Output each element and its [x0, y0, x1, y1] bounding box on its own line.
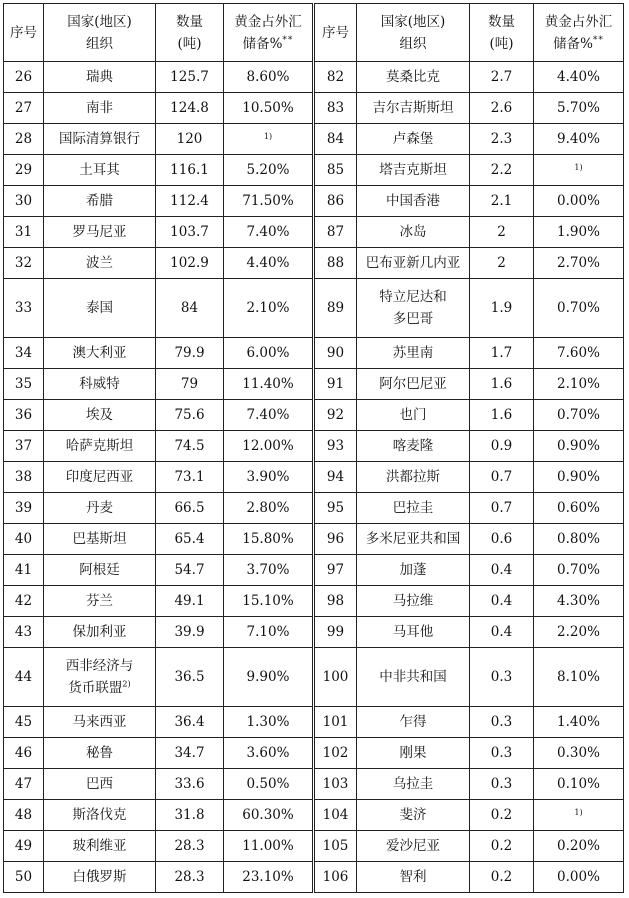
gold-share: [224, 155, 314, 186]
country-name: 洪都拉斯: [357, 462, 470, 493]
gold-share: [224, 707, 314, 738]
gold-quantity: 120: [156, 124, 224, 155]
row-number: 88: [314, 248, 357, 279]
row-number: 93: [314, 431, 357, 462]
table-row: [4, 155, 624, 186]
gold-share-value: 7.10%: [246, 624, 290, 640]
row-number: 82: [314, 62, 357, 93]
gold-quantity: 65.4: [156, 524, 224, 555]
gold-share: [224, 217, 314, 248]
gold-share: [534, 124, 624, 155]
row-number: 30: [4, 186, 44, 217]
gold-quantity: 0.2: [470, 862, 534, 893]
header-gold-share: 黄金占外汇 储备%**: [534, 4, 624, 62]
gold-share-value: 7.40%: [246, 407, 290, 423]
gold-quantity: 2.3: [470, 124, 534, 155]
row-number: 100: [314, 648, 357, 707]
table-body: [4, 62, 624, 893]
gold-quantity: 0.2: [470, 800, 534, 831]
table-row: [4, 400, 624, 431]
gold-share: [224, 338, 314, 369]
gold-quantity: 0.4: [470, 617, 534, 648]
table-row: [4, 431, 624, 462]
header-no: 序号: [4, 4, 44, 62]
gold-share: [224, 248, 314, 279]
gold-share: [224, 462, 314, 493]
gold-share: [534, 279, 624, 338]
table-row: [4, 586, 624, 617]
gold-share-value: 0.30%: [557, 745, 600, 761]
gold-share: [534, 769, 624, 800]
row-number: 46: [4, 738, 44, 769]
header-quantity: 数量 (吨): [156, 4, 224, 62]
country-name: 埃及: [44, 400, 156, 431]
row-number: 48: [4, 800, 44, 831]
country-name: 波兰: [44, 248, 156, 279]
gold-share-value: 0.10%: [557, 776, 600, 792]
row-number: 91: [314, 369, 357, 400]
gold-reserves-table: [3, 3, 624, 893]
gold-quantity: 31.8: [156, 800, 224, 831]
country-name: 加蓬: [357, 555, 470, 586]
gold-share-value: 11.00%: [242, 838, 294, 854]
gold-quantity: 0.2: [470, 831, 534, 862]
gold-quantity: 0.4: [470, 586, 534, 617]
gold-share: [534, 617, 624, 648]
gold-share-value: 0.20%: [557, 838, 600, 854]
country-name: 秘鲁: [44, 738, 156, 769]
table-header: [4, 4, 624, 62]
country-name-line: 西非经济与: [65, 658, 134, 674]
gold-share-value: 3.70%: [246, 562, 290, 578]
gold-quantity: 49.1: [156, 586, 224, 617]
gold-quantity: 1.7: [470, 338, 534, 369]
gold-share: [224, 431, 314, 462]
gold-share-value: 9.40%: [557, 131, 600, 147]
country-name: 罗马尼亚: [44, 217, 156, 248]
gold-quantity: 79.9: [156, 338, 224, 369]
table-row: [4, 493, 624, 524]
gold-share-value: 0.70%: [557, 562, 600, 578]
country-name: 乌拉圭: [357, 769, 470, 800]
table-row: [4, 862, 624, 893]
row-number: 27: [4, 93, 44, 124]
country-name: 斯洛伐克: [44, 800, 156, 831]
gold-quantity: 102.9: [156, 248, 224, 279]
gold-share: [534, 524, 624, 555]
country-name: 巴西: [44, 769, 156, 800]
table-row: [4, 707, 624, 738]
row-number: 36: [4, 400, 44, 431]
gold-share-value: 15.10%: [242, 593, 294, 609]
country-name: 中非共和国: [357, 648, 470, 707]
country-name: 喀麦隆: [357, 431, 470, 462]
table-row: [4, 462, 624, 493]
gold-share: [224, 862, 314, 893]
gold-quantity: 112.4: [156, 186, 224, 217]
country-name: 土耳其: [44, 155, 156, 186]
row-number: 47: [4, 769, 44, 800]
gold-share: [534, 800, 624, 831]
row-number: 97: [314, 555, 357, 586]
gold-share-value: 7.60%: [557, 345, 600, 361]
gold-quantity: 1.9: [470, 279, 534, 338]
table-row: [4, 769, 624, 800]
country-name-line: 货币联盟: [68, 680, 123, 696]
header-country: 国家(地区) 组织: [44, 4, 156, 62]
table-row: [4, 738, 624, 769]
country-name: 卢森堡: [357, 124, 470, 155]
table-row: [4, 648, 624, 707]
gold-quantity: 66.5: [156, 493, 224, 524]
gold-quantity: 125.7: [156, 62, 224, 93]
gold-quantity: 0.9: [470, 431, 534, 462]
gold-quantity: 0.3: [470, 648, 534, 707]
gold-share-value: 10.50%: [242, 100, 294, 116]
gold-share-value: 8.10%: [557, 669, 600, 685]
gold-share-value: 2.70%: [557, 255, 600, 271]
gold-share: [224, 400, 314, 431]
gold-share: [534, 648, 624, 707]
gold-share: [224, 493, 314, 524]
row-number: 26: [4, 62, 44, 93]
country-name: 丹麦: [44, 493, 156, 524]
country-name: 马耳他: [357, 617, 470, 648]
header-footnote-mark: **: [592, 35, 604, 45]
gold-share-value: 4.40%: [557, 69, 600, 85]
table-row: [4, 524, 624, 555]
gold-share: [224, 186, 314, 217]
gold-share: [534, 493, 624, 524]
header-gold-share: 黄金占外汇 储备%**: [224, 4, 314, 62]
gold-share-value: 2.80%: [246, 500, 290, 516]
gold-quantity: 75.6: [156, 400, 224, 431]
gold-share: [224, 124, 314, 155]
country-name: 哈萨克斯坦: [44, 431, 156, 462]
row-number: 106: [314, 862, 357, 893]
gold-share: [224, 369, 314, 400]
gold-share: [534, 462, 624, 493]
gold-quantity: 0.3: [470, 707, 534, 738]
gold-quantity: 1.6: [470, 400, 534, 431]
country-name: 瑞典: [44, 62, 156, 93]
gold-share: [534, 738, 624, 769]
table-row: [4, 186, 624, 217]
gold-quantity: 28.3: [156, 831, 224, 862]
country-name: 爱沙尼亚: [357, 831, 470, 862]
country-name: 巴基斯坦: [44, 524, 156, 555]
gold-share-value: 2.10%: [557, 376, 600, 392]
row-number: 41: [4, 555, 44, 586]
row-number: 98: [314, 586, 357, 617]
country-name: 刚果: [357, 738, 470, 769]
gold-share-value: 1.40%: [557, 714, 600, 730]
country-name: 也门: [357, 400, 470, 431]
gold-share-value: 0.00%: [557, 869, 600, 885]
table-row: [4, 831, 624, 862]
gold-share: [534, 400, 624, 431]
gold-share-value: 5.70%: [557, 100, 600, 116]
table-row: [4, 338, 624, 369]
country-name: [44, 648, 156, 707]
gold-quantity: 103.7: [156, 217, 224, 248]
country-name: 科威特: [44, 369, 156, 400]
row-number: 90: [314, 338, 357, 369]
gold-quantity: 34.7: [156, 738, 224, 769]
gold-share: [534, 831, 624, 862]
row-number: 89: [314, 279, 357, 338]
header-country: 国家(地区) 组织: [357, 4, 470, 62]
gold-share-value: 0.60%: [557, 500, 600, 516]
gold-share: [224, 524, 314, 555]
row-number: 50: [4, 862, 44, 893]
gold-quantity: 0.4: [470, 555, 534, 586]
country-name: 保加利亚: [44, 617, 156, 648]
gold-share: [534, 862, 624, 893]
table-row: [4, 555, 624, 586]
gold-quantity: 124.8: [156, 93, 224, 124]
gold-quantity: 0.7: [470, 462, 534, 493]
row-number: 87: [314, 217, 357, 248]
country-name: 芬兰: [44, 586, 156, 617]
country-name: 南非: [44, 93, 156, 124]
row-number: 44: [4, 648, 44, 707]
gold-quantity: 116.1: [156, 155, 224, 186]
gold-share-value: 71.50%: [242, 193, 294, 209]
gold-share: [534, 155, 624, 186]
header-quantity: 数量 (吨): [470, 4, 534, 62]
country-name: 澳大利亚: [44, 338, 156, 369]
header-footnote-mark: **: [282, 35, 294, 45]
gold-share-value: 0.50%: [246, 776, 290, 792]
gold-share-value: 11.40%: [242, 376, 294, 392]
gold-share-value: 4.30%: [557, 593, 600, 609]
row-number: 42: [4, 586, 44, 617]
gold-share-value: 23.10%: [242, 869, 294, 885]
gold-share-value: 0.80%: [557, 531, 600, 547]
gold-quantity: 36.4: [156, 707, 224, 738]
table-row: [4, 93, 624, 124]
row-number: 34: [4, 338, 44, 369]
row-number: 102: [314, 738, 357, 769]
table-row: [4, 217, 624, 248]
gold-share: [534, 186, 624, 217]
header-no: 序号: [314, 4, 357, 62]
gold-share-value: 1.30%: [246, 714, 290, 730]
country-name-line: 特立尼达和: [379, 289, 447, 305]
gold-share: [224, 769, 314, 800]
gold-quantity: 2.1: [470, 186, 534, 217]
row-number: 85: [314, 155, 357, 186]
gold-share-value: 0.00%: [557, 193, 600, 209]
row-number: 33: [4, 279, 44, 338]
row-number: 101: [314, 707, 357, 738]
row-number: 38: [4, 462, 44, 493]
gold-share-value: 9.90%: [246, 669, 290, 685]
country-name: 斐济: [357, 800, 470, 831]
country-name: 多米尼亚共和国: [357, 524, 470, 555]
gold-quantity: 1.6: [470, 369, 534, 400]
country-name: 阿根廷: [44, 555, 156, 586]
gold-quantity: 33.6: [156, 769, 224, 800]
gold-quantity: 2.2: [470, 155, 534, 186]
country-name: 马拉维: [357, 586, 470, 617]
gold-share: [534, 586, 624, 617]
table-row: [4, 124, 624, 155]
gold-share: [534, 369, 624, 400]
gold-share: [224, 738, 314, 769]
gold-share: [224, 586, 314, 617]
gold-quantity: 2: [470, 248, 534, 279]
row-number: 40: [4, 524, 44, 555]
gold-quantity: 2.7: [470, 62, 534, 93]
gold-share-value: 1.90%: [557, 224, 600, 240]
gold-share: [224, 617, 314, 648]
header-row: [4, 4, 624, 62]
gold-quantity: 2: [470, 217, 534, 248]
country-name: 乍得: [357, 707, 470, 738]
gold-quantity: 73.1: [156, 462, 224, 493]
country-name: 中国香港: [357, 186, 470, 217]
gold-share-value: 6.00%: [246, 345, 290, 361]
gold-quantity: 54.7: [156, 555, 224, 586]
gold-share: [224, 831, 314, 862]
country-name: 吉尔吉斯斯坦: [357, 93, 470, 124]
gold-quantity: 0.3: [470, 769, 534, 800]
gold-share-value: 60.30%: [242, 807, 294, 823]
country-name: 泰国: [44, 279, 156, 338]
gold-quantity: 28.3: [156, 862, 224, 893]
gold-share-value: 5.20%: [246, 162, 290, 178]
row-number: 43: [4, 617, 44, 648]
gold-share-value: 0.90%: [557, 438, 600, 454]
gold-quantity: 0.7: [470, 493, 534, 524]
gold-share-value: 3.90%: [246, 469, 290, 485]
gold-share: [224, 648, 314, 707]
country-name: 阿尔巴尼亚: [357, 369, 470, 400]
country-name: 希腊: [44, 186, 156, 217]
gold-share-value: 8.60%: [246, 69, 290, 85]
row-number: 86: [314, 186, 357, 217]
gold-share: [534, 62, 624, 93]
gold-quantity: 39.9: [156, 617, 224, 648]
row-number: 35: [4, 369, 44, 400]
country-name: 玻利维亚: [44, 831, 156, 862]
gold-quantity: 0.6: [470, 524, 534, 555]
country-name-line: 多巴哥: [392, 311, 434, 327]
row-number: 83: [314, 93, 357, 124]
row-number: 28: [4, 124, 44, 155]
gold-share: [224, 93, 314, 124]
country-name: 智利: [357, 862, 470, 893]
table-row: [4, 248, 624, 279]
footnote-mark: 2): [122, 679, 131, 689]
row-number: 37: [4, 431, 44, 462]
table-row: [4, 369, 624, 400]
table-row: [4, 62, 624, 93]
country-name: 莫桑比克: [357, 62, 470, 93]
gold-share-value: 0.70%: [557, 300, 600, 316]
gold-share: [224, 800, 314, 831]
gold-share-value: 3.60%: [246, 745, 290, 761]
country-name: 塔吉克斯坦: [357, 155, 470, 186]
gold-quantity: 79: [156, 369, 224, 400]
country-name: 巴布亚新几内亚: [357, 248, 470, 279]
country-name: 冰岛: [357, 217, 470, 248]
row-number: 39: [4, 493, 44, 524]
gold-share-value: 4.40%: [246, 255, 290, 271]
footnote-mark: 1): [574, 808, 583, 817]
row-number: 105: [314, 831, 357, 862]
gold-share: [534, 338, 624, 369]
gold-share: [534, 93, 624, 124]
row-number: 99: [314, 617, 357, 648]
row-number: 31: [4, 217, 44, 248]
row-number: 94: [314, 462, 357, 493]
gold-share-value: 12.00%: [242, 438, 294, 454]
table-row: [4, 800, 624, 831]
country-name: 苏里南: [357, 338, 470, 369]
gold-share-value: 2.10%: [246, 300, 290, 316]
row-number: 84: [314, 124, 357, 155]
row-number: 49: [4, 831, 44, 862]
gold-share: [224, 555, 314, 586]
gold-share-value: 7.40%: [246, 224, 290, 240]
country-name: 马来西亚: [44, 707, 156, 738]
gold-quantity: 74.5: [156, 431, 224, 462]
gold-share: [534, 555, 624, 586]
row-number: 92: [314, 400, 357, 431]
gold-quantity: 36.5: [156, 648, 224, 707]
footnote-mark: 1): [574, 163, 583, 172]
gold-share: [224, 62, 314, 93]
row-number: 103: [314, 769, 357, 800]
country-name: 国际清算银行: [44, 124, 156, 155]
country-name: [357, 279, 470, 338]
table-row: [4, 617, 624, 648]
gold-share: [224, 279, 314, 338]
row-number: 32: [4, 248, 44, 279]
gold-share: [534, 248, 624, 279]
row-number: 104: [314, 800, 357, 831]
row-number: 95: [314, 493, 357, 524]
country-name: 巴拉圭: [357, 493, 470, 524]
row-number: 96: [314, 524, 357, 555]
gold-share: [534, 217, 624, 248]
row-number: 45: [4, 707, 44, 738]
gold-quantity: 84: [156, 279, 224, 338]
gold-quantity: 0.3: [470, 738, 534, 769]
country-name: 印度尼西亚: [44, 462, 156, 493]
gold-share-value: 0.90%: [557, 469, 600, 485]
gold-share: [534, 431, 624, 462]
footnote-mark: 1): [263, 132, 273, 141]
table-row: [4, 279, 624, 338]
country-name: 白俄罗斯: [44, 862, 156, 893]
gold-share-value: 0.70%: [557, 407, 600, 423]
gold-share: [534, 707, 624, 738]
gold-share-value: 15.80%: [242, 531, 294, 547]
gold-share-value: 2.20%: [557, 624, 600, 640]
row-number: 29: [4, 155, 44, 186]
gold-quantity: 2.6: [470, 93, 534, 124]
